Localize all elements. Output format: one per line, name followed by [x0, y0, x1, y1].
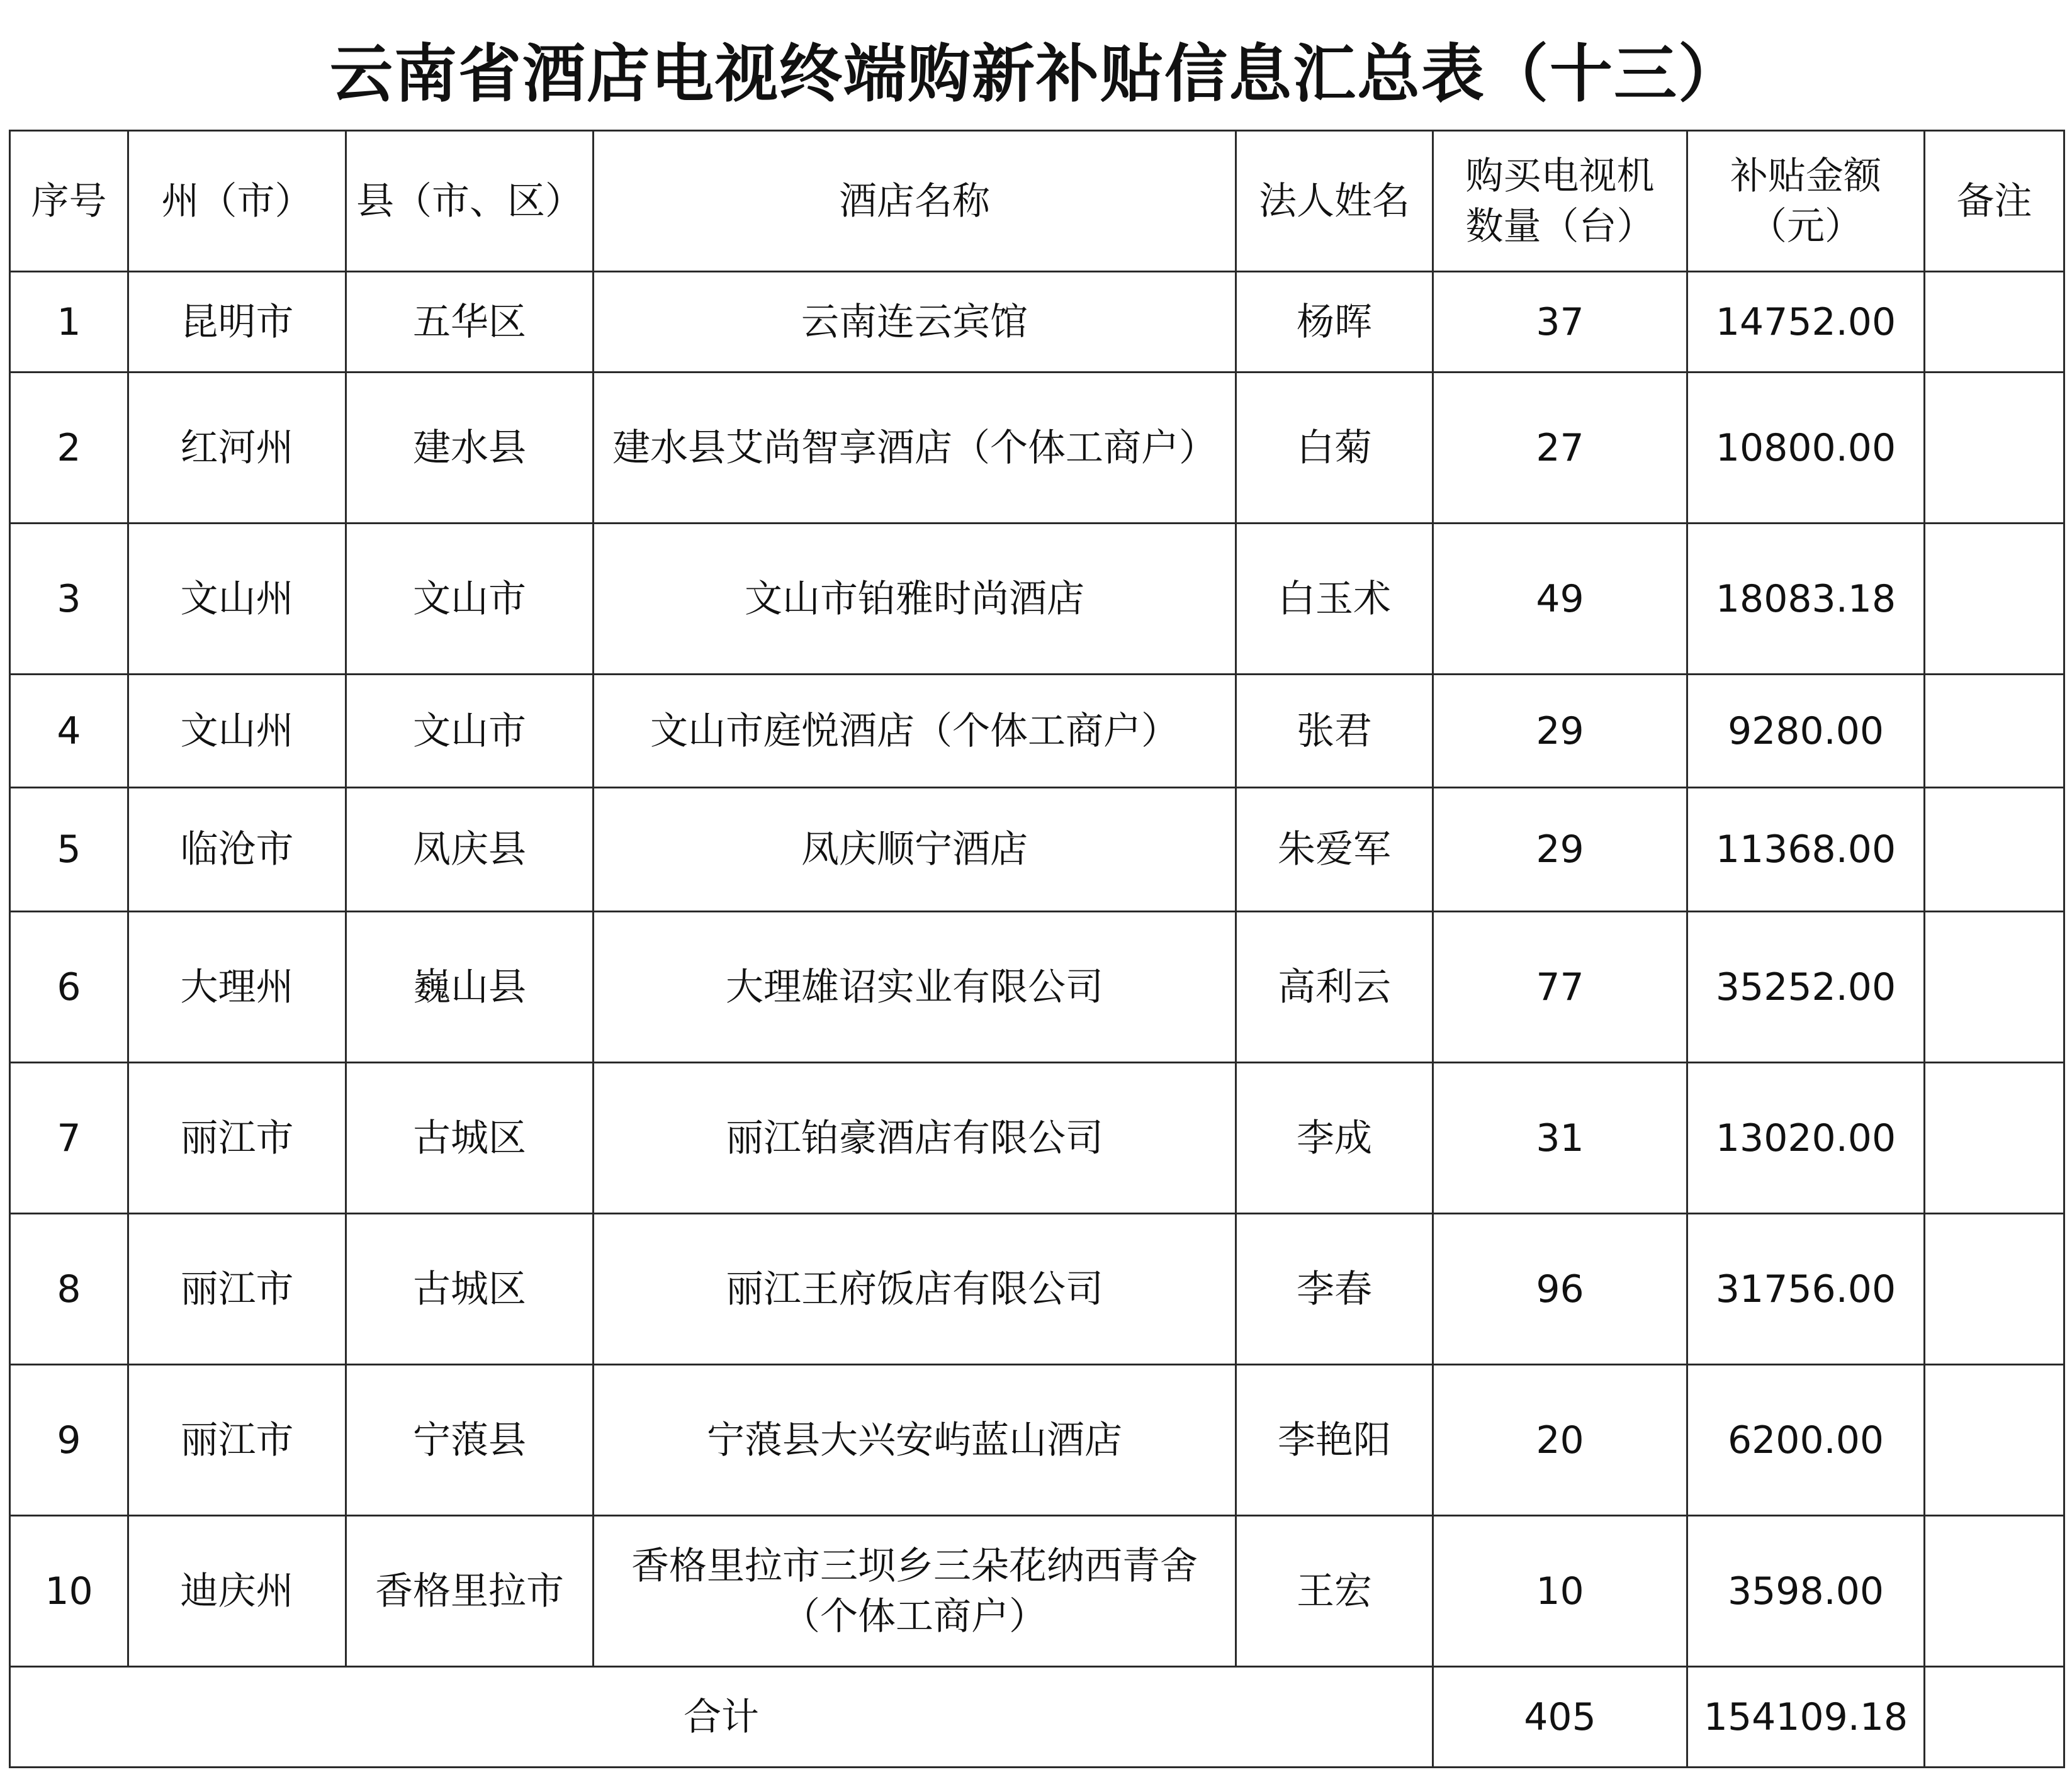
header-tv-count-line1: 购买电视机: [1465, 154, 1655, 198]
cell-tv-count: 37: [1433, 272, 1687, 373]
header-row: [10, 131, 2064, 272]
table-row: [10, 1214, 2064, 1365]
cell-county: 建水县: [346, 373, 594, 524]
cell-tv-count: 29: [1433, 788, 1687, 912]
cell-county: 古城区: [346, 1063, 594, 1214]
cell-remark: [1925, 1516, 2064, 1667]
header-prefecture: 州（市）: [128, 131, 346, 272]
cell-subsidy: 9280.00: [1687, 675, 1925, 788]
header-tv-count: [1433, 131, 1687, 272]
table-row: [10, 912, 2064, 1063]
cell-hotel: 建水县艾尚智享酒店（个体工商户）: [594, 373, 1236, 524]
cell-subsidy: 18083.18: [1687, 524, 1925, 675]
cell-tv-count: 77: [1433, 912, 1687, 1063]
table-row: [10, 1516, 2064, 1667]
cell-hotel: 宁蒗县大兴安屿蓝山酒店: [594, 1365, 1236, 1516]
cell-legal-person: 王宏: [1236, 1516, 1433, 1667]
cell-no: 4: [10, 675, 128, 788]
total-label: 合计: [10, 1667, 1433, 1768]
cell-hotel: 文山市铂雅时尚酒店: [594, 524, 1236, 675]
cell-tv-count: 20: [1433, 1365, 1687, 1516]
header-county: 县（市、区）: [346, 131, 594, 272]
cell-remark: [1925, 912, 2064, 1063]
cell-tv-count: 49: [1433, 524, 1687, 675]
cell-remark: [1925, 1063, 2064, 1214]
cell-prefecture: 迪庆州: [128, 1516, 346, 1667]
cell-hotel: 云南连云宾馆: [594, 272, 1236, 373]
cell-no: 6: [10, 912, 128, 1063]
header-legal-person: 法人姓名: [1236, 131, 1433, 272]
cell-county: 宁蒗县: [346, 1365, 594, 1516]
cell-subsidy: 14752.00: [1687, 272, 1925, 373]
cell-tv-count: 10: [1433, 1516, 1687, 1667]
cell-prefecture: 丽江市: [128, 1214, 346, 1365]
cell-county: 凤庆县: [346, 788, 594, 912]
cell-subsidy: 31756.00: [1687, 1214, 1925, 1365]
table-row: [10, 272, 2064, 373]
header-no: 序号: [10, 131, 128, 272]
cell-prefecture: 临沧市: [128, 788, 346, 912]
header-tv-count-line2: 数量（台）: [1465, 204, 1655, 249]
cell-legal-person: 李春: [1236, 1214, 1433, 1365]
cell-no: 2: [10, 373, 128, 524]
cell-subsidy: 6200.00: [1687, 1365, 1925, 1516]
cell-tv-count: 29: [1433, 675, 1687, 788]
table-row: [10, 788, 2064, 912]
cell-subsidy: 11368.00: [1687, 788, 1925, 912]
total-remark: [1925, 1667, 2064, 1768]
cell-county: 古城区: [346, 1214, 594, 1365]
cell-no: 7: [10, 1063, 128, 1214]
total-tv-count: 405: [1433, 1667, 1687, 1768]
cell-prefecture: 丽江市: [128, 1365, 346, 1516]
cell-prefecture: 昆明市: [128, 272, 346, 373]
cell-remark: [1925, 1365, 2064, 1516]
cell-remark: [1925, 1214, 2064, 1365]
cell-hotel: 凤庆顺宁酒店: [594, 788, 1236, 912]
cell-subsidy: 13020.00: [1687, 1063, 1925, 1214]
header-subsidy-line1: 补贴金额: [1730, 154, 1881, 198]
cell-county: 文山市: [346, 675, 594, 788]
cell-county: 香格里拉市: [346, 1516, 594, 1667]
cell-remark: [1925, 272, 2064, 373]
cell-subsidy: 35252.00: [1687, 912, 1925, 1063]
cell-subsidy: 3598.00: [1687, 1516, 1925, 1667]
cell-tv-count: 96: [1433, 1214, 1687, 1365]
table-row: [10, 1365, 2064, 1516]
cell-remark: [1925, 373, 2064, 524]
cell-legal-person: 高利云: [1236, 912, 1433, 1063]
header-hotel: 酒店名称: [594, 131, 1236, 272]
cell-tv-count: 31: [1433, 1063, 1687, 1214]
table-row: [10, 1063, 2064, 1214]
cell-no: 5: [10, 788, 128, 912]
cell-prefecture: 大理州: [128, 912, 346, 1063]
cell-no: 1: [10, 272, 128, 373]
header-subsidy-line2: （元）: [1749, 204, 1862, 249]
cell-no: 10: [10, 1516, 128, 1667]
cell-tv-count: 27: [1433, 373, 1687, 524]
cell-legal-person: 朱爱军: [1236, 788, 1433, 912]
total-subsidy: 154109.18: [1687, 1667, 1925, 1768]
cell-county: 五华区: [346, 272, 594, 373]
cell-hotel: 丽江铂豪酒店有限公司: [594, 1063, 1236, 1214]
cell-county: 巍山县: [346, 912, 594, 1063]
cell-no: 8: [10, 1214, 128, 1365]
cell-subsidy: 10800.00: [1687, 373, 1925, 524]
cell-hotel: 文山市庭悦酒店（个体工商户）: [594, 675, 1236, 788]
table-row: [10, 373, 2064, 524]
cell-hotel: 丽江王府饭店有限公司: [594, 1214, 1236, 1365]
cell-legal-person: 白玉术: [1236, 524, 1433, 675]
subsidy-summary-table: [9, 130, 2065, 1768]
page-title: 云南省酒店电视终端购新补贴信息汇总表（十三）: [330, 36, 1742, 111]
cell-legal-person: 白菊: [1236, 373, 1433, 524]
cell-legal-person: 张君: [1236, 675, 1433, 788]
cell-legal-person: 李成: [1236, 1063, 1433, 1214]
cell-prefecture: 文山州: [128, 675, 346, 788]
table-row: [10, 675, 2064, 788]
table-row: [10, 524, 2064, 675]
cell-prefecture: 丽江市: [128, 1063, 346, 1214]
cell-prefecture: 文山州: [128, 524, 346, 675]
total-row: [10, 1667, 2064, 1768]
header-remark: 备注: [1925, 131, 2064, 272]
cell-remark: [1925, 675, 2064, 788]
cell-hotel: 大理雄诏实业有限公司: [594, 912, 1236, 1063]
cell-remark: [1925, 788, 2064, 912]
cell-hotel: 香格里拉市三坝乡三朵花纳西青舍（个体工商户）: [594, 1516, 1236, 1667]
cell-legal-person: 杨晖: [1236, 272, 1433, 373]
cell-prefecture: 红河州: [128, 373, 346, 524]
cell-no: 9: [10, 1365, 128, 1516]
cell-no: 3: [10, 524, 128, 675]
header-subsidy: [1687, 131, 1925, 272]
cell-remark: [1925, 524, 2064, 675]
cell-legal-person: 李艳阳: [1236, 1365, 1433, 1516]
cell-county: 文山市: [346, 524, 594, 675]
